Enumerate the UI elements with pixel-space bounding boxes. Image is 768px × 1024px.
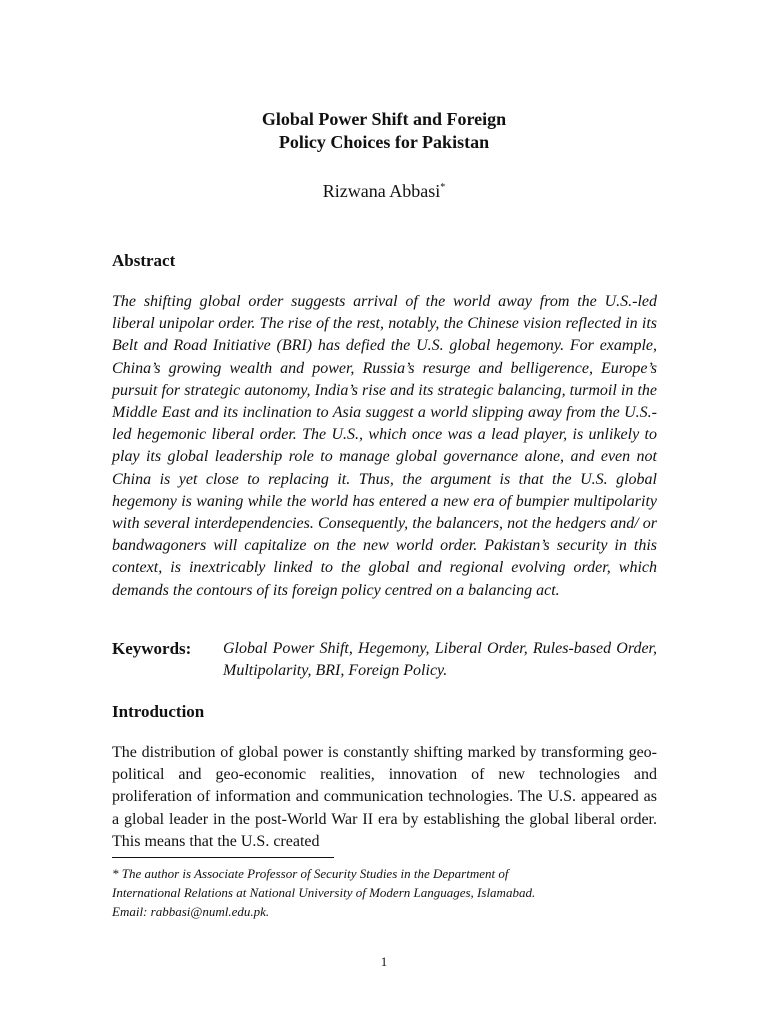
footnote-separator — [112, 857, 334, 858]
introduction-body: The distribution of global power is constantly shifting marked by transforming geo-political and geo-economic realities, innovation of new technologies and proliferation of information and communication technologies. The U.S. appeared as a global leader in the post-World War II era by establishing the global liberal order. This means that the U.S. created — [112, 744, 657, 850]
footnote-line-1: * The author is Associate Professor of Security Studies in the Department of — [112, 866, 509, 881]
abstract-body: The shifting global order suggests arrival of the world away from the U.S.-led liberal unipolar order. The rise of the rest, notably, the Chinese vision reflected in its Belt and Road Initiative (BRI) has defied the U.S. global hegemony. For example, China’s growing wealth and power, Russia’s resurge and belligerence, Europe’s pursuit for strategic autonomy, India’s rise and its strategic balancing, turmoil in the Middle East and its inclination to Asia suggest a world slipping away from the U.S.-led hegemonic liberal order. The U.S., which once was a lead player, is unlikely to play its global leadership role to manage global governance alone, and even not China is yet close to replacing it. Thus, the argument is that the U.S. global hegemony is waning while the world has entered a new era of bumpier multipolarity with several interdependencies. Consequently, the balancers, not the hedgers and/ or bandwagoners will capitalize on the new world order. Pakistan’s security in this context, is inextricably linked to the global and regional evolving order, which demands the contours of its foreign policy centred on a balancing act. — [112, 293, 657, 599]
keywords-label: Keywords: — [112, 639, 192, 658]
title-line-2: Policy Choices for Pakistan — [278, 132, 490, 152]
author-text: Rizwana Abbasi — [322, 181, 441, 201]
introduction-heading: Introduction — [112, 702, 205, 721]
author-footnote-mark: * — [440, 182, 446, 193]
page-number: 1 — [380, 954, 388, 969]
footnote-line-2: International Relations at National University of Modern Languages, Islamabad. — [112, 885, 536, 900]
title-line-1: Global Power Shift and Foreign — [261, 109, 507, 129]
author-name — [0, 180, 768, 202]
author-footnote — [112, 864, 657, 921]
abstract-heading: Abstract — [112, 251, 176, 270]
keywords-list: Global Power Shift, Hegemony, Liberal Order, Rules-based Order, Multipolarity, BRI, Foreign Policy. — [223, 640, 657, 679]
paper-title — [0, 108, 768, 154]
footnote-line-3: Email: rabbasi@numl.edu.pk. — [112, 904, 270, 919]
